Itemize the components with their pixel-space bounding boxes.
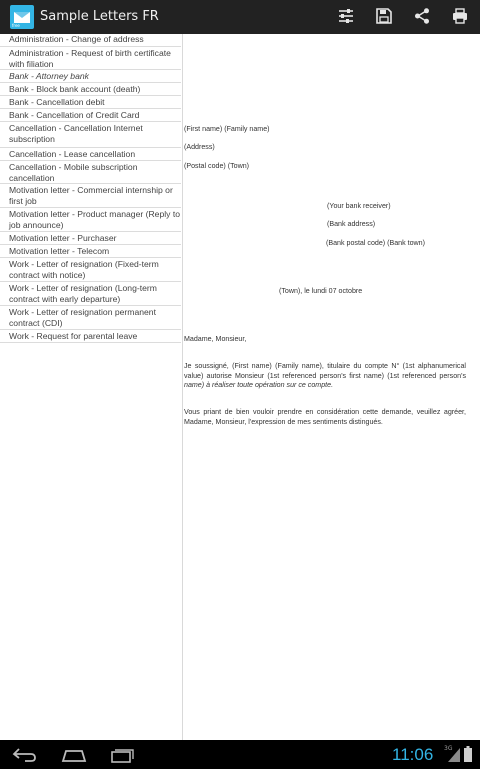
list-item[interactable] [0, 184, 181, 208]
list-item-label: Bank - Cancellation debit [9, 97, 105, 107]
network-type: 3G [444, 745, 453, 752]
sender-address: (Address) [184, 143, 215, 151]
sliders-button[interactable] [332, 4, 360, 30]
mail-app-icon[interactable] [10, 5, 34, 29]
list-item-label: Work - Request for parental leave [9, 331, 138, 341]
letter-closing: Vous priant de bien vouloir prendre en considération cette demande, veuillez agréer, Madame, Monsieur, l'expression de mes sentiments distingués. [184, 408, 466, 426]
envelope-icon [14, 12, 30, 23]
list-item-label: Work - Letter of resignation (Long-term contract with early departure) [9, 283, 157, 304]
list-item[interactable] [0, 122, 181, 148]
letter-list[interactable] [0, 34, 181, 740]
sliders-icon [337, 7, 355, 25]
list-item[interactable] [0, 245, 181, 258]
list-item[interactable] [0, 258, 181, 282]
list-item-label: Motivation letter - Commercial internship or first job [9, 185, 173, 206]
list-item[interactable] [0, 306, 181, 330]
print-button[interactable] [446, 4, 474, 30]
list-item[interactable] [0, 109, 181, 122]
date-line: (Town), le lundi 07 octobre [279, 287, 363, 295]
list-item-label: Motivation letter - Purchaser [9, 233, 117, 243]
home-button[interactable] [56, 744, 90, 766]
list-item[interactable] [0, 47, 181, 70]
list-item[interactable] [0, 96, 181, 109]
list-item[interactable] [0, 161, 181, 184]
letter-body-text: Je soussigné, (First name) (Family name), titulaire du compte N° (1st alphanumerical value) autorise Monsieur (1st referenced person's first name) (1st referenced person's [184, 362, 466, 380]
list-item-label: Cancellation - Cancellation Internet subscription [9, 123, 143, 144]
list-item[interactable] [0, 83, 181, 96]
list-item[interactable] [0, 148, 181, 161]
list-item[interactable] [0, 232, 181, 245]
list-item-label: Bank - Attorney bank [9, 71, 89, 81]
bank-address: (Bank address) [327, 220, 376, 228]
list-item[interactable] [0, 34, 181, 47]
recent-apps-button[interactable] [105, 744, 139, 766]
list-item[interactable] [0, 282, 181, 306]
action-bar [0, 0, 480, 34]
letter-body-authorization [184, 362, 466, 391]
save-button[interactable] [370, 4, 398, 30]
sender-postal: (Postal code) (Town) [184, 162, 250, 170]
clock: 11:06 [392, 745, 434, 764]
list-item-label: Motivation letter - Product manager (Reply to job announce) [9, 209, 180, 230]
recent-apps-icon [105, 744, 139, 766]
pane-divider [182, 34, 183, 740]
save-icon [375, 7, 393, 25]
back-button[interactable] [7, 744, 41, 766]
app-icon-tag: free [12, 23, 20, 28]
bank-postal: (Bank postal code) (Bank town) [326, 239, 425, 247]
list-item[interactable] [0, 330, 181, 343]
letter-body-italic: name) à réaliser toute opération sur ce compte. [184, 381, 334, 390]
back-icon [7, 744, 41, 766]
list-item-label: Administration - Request of birth certificate with filiation [9, 48, 171, 69]
list-item[interactable] [0, 70, 181, 83]
signal-icon [448, 748, 460, 762]
list-item-label: Motivation letter - Telecom [9, 246, 110, 256]
share-button[interactable] [408, 4, 436, 30]
sender-name: (First name) (Family name) [184, 125, 270, 133]
system-bar [0, 740, 480, 769]
bank-receiver: (Your bank receiver) [327, 202, 391, 210]
list-item-label: Work - Letter of resignation (Fixed-term contract with notice) [9, 259, 159, 280]
list-item[interactable] [0, 208, 181, 232]
battery-icon [464, 746, 472, 762]
list-item-label: Work - Letter of resignation permanent contract (CDI) [9, 307, 156, 328]
share-icon [413, 7, 431, 25]
app-title: Sample Letters FR [40, 9, 159, 24]
print-icon [451, 7, 469, 25]
letter-preview [184, 34, 470, 740]
salutation: Madame, Monsieur, [184, 335, 247, 343]
list-item-label: Cancellation - Lease cancellation [9, 149, 136, 159]
home-icon [56, 744, 90, 766]
list-item-label: Bank - Cancellation of Credit Card [9, 110, 140, 120]
list-item-label: Administration - Change of address [9, 34, 144, 44]
list-item-label: Cancellation - Mobile subscription cancellation [9, 162, 138, 183]
list-item-label: Bank - Block bank account (death) [9, 84, 141, 94]
